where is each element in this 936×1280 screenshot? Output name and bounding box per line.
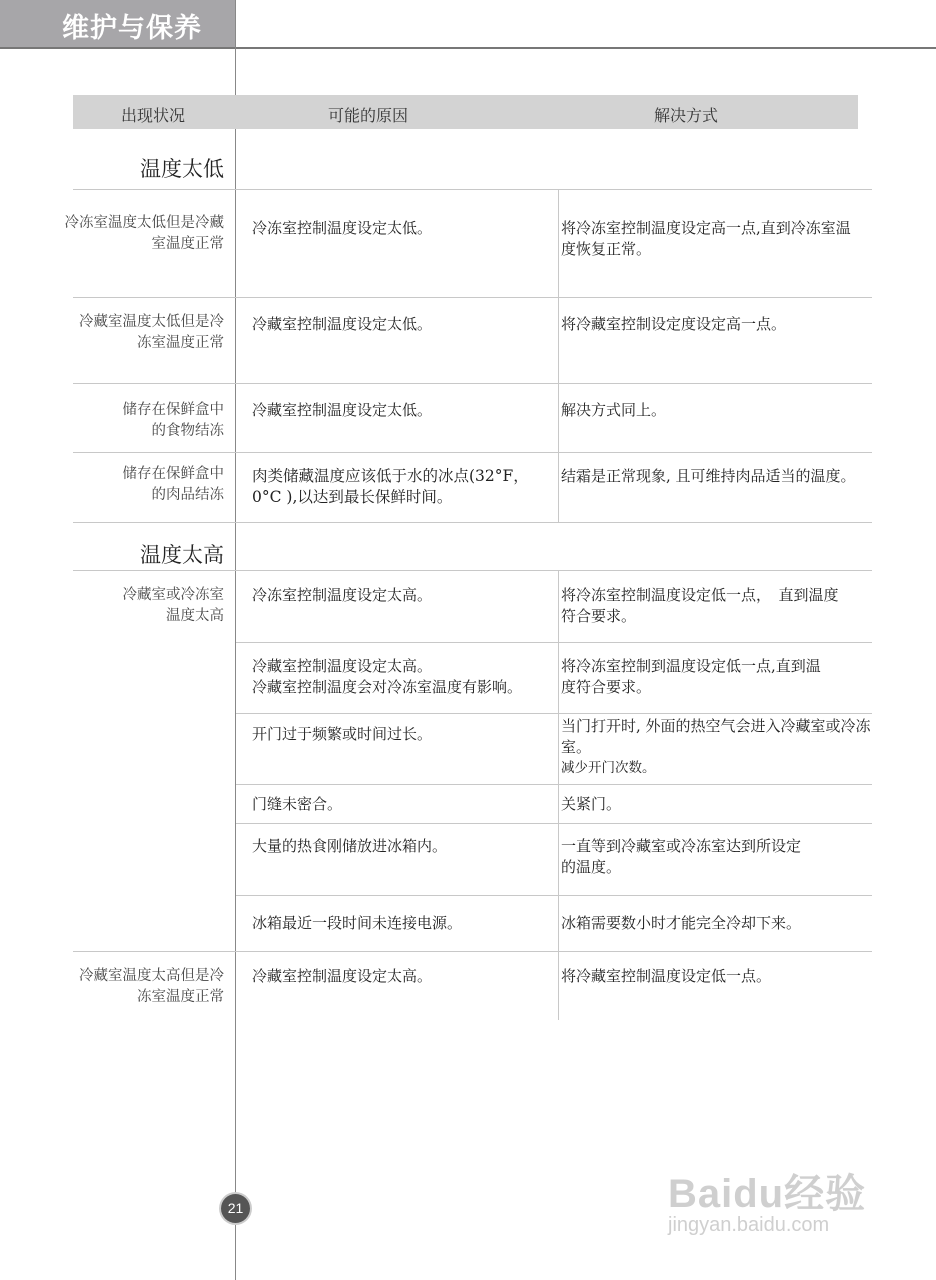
cause-cell: 冷冻室控制温度设定太高。 <box>252 586 433 604</box>
solution-cell: 解决方式同上。 <box>561 401 667 419</box>
solution-cell: 将冷藏室控制设定度设定高一点。 <box>561 315 787 333</box>
solution-cell: 将冷藏室控制温度设定低一点。 <box>561 967 772 985</box>
symptom-cell: 冷藏室或冷冻室温度太高 <box>122 587 224 624</box>
solution-cell: 关紧门。 <box>561 795 622 813</box>
cause-cell: 冷藏室控制温度设定太高。 <box>252 967 433 985</box>
header-divider <box>0 47 936 49</box>
cause-cell <box>252 656 557 698</box>
page-number: 21 <box>221 1194 250 1223</box>
symptom-cell: 冷冻室温度太低但是冷藏室温度正常 <box>64 215 224 252</box>
row-divider <box>236 823 872 824</box>
solution-cell: 将冷冻室控制温度设定高一点,直到冷冻室温度恢复正常。 <box>561 219 851 258</box>
solution-cell <box>561 716 871 779</box>
row-divider <box>236 713 872 714</box>
row-divider <box>236 784 872 785</box>
header-solution: 解决方式 <box>654 108 719 125</box>
row-divider <box>73 951 872 952</box>
column-divider <box>558 189 559 522</box>
symptom-cell: 储存在保鲜盒中的肉品结冻 <box>122 466 224 503</box>
section-heading: 温度太低 <box>140 158 224 181</box>
solution-cell: 一直等到冷藏室或冷冻室达到所设定的温度。 <box>561 837 802 876</box>
cause-line: 冷藏室控制温度设定太高。 <box>252 657 433 675</box>
row-divider <box>73 297 872 298</box>
solution-cell: 冰箱需要数小时才能完全冷却下来。 <box>561 914 802 932</box>
row-divider <box>236 642 872 643</box>
cause-cell: 冷藏室控制温度设定太低。 <box>252 315 433 333</box>
row-divider <box>236 895 872 896</box>
cause-cell: 冰箱最近一段时间未连接电源。 <box>252 914 463 932</box>
symptom-cell: 储存在保鲜盒中的食物结冻 <box>122 402 224 439</box>
symptom-cell: 冷藏室温度太低但是冷冻室温度正常 <box>79 314 224 351</box>
solution-line: 当门打开时, 外面的热空气会进入冷藏室或冷冻室。 <box>561 717 871 756</box>
section-heading: 温度太高 <box>140 544 224 567</box>
row-divider <box>73 570 872 571</box>
solution-cell: 将冷冻室控制到温度设定低一点,直到温度符合要求。 <box>561 657 821 696</box>
cause-line: 冷藏室控制温度会对冷冻室温度有影响。 <box>252 678 523 696</box>
table-header <box>73 95 858 129</box>
row-divider <box>73 383 872 384</box>
watermark-url: jingyan.baidu.com <box>668 1214 830 1236</box>
cause-cell: 门缝未密合。 <box>252 795 343 813</box>
solution-cell: 将冷冻室控制温度设定低一点， 直到温度符合要求。 <box>561 586 839 625</box>
solution-line: 减少开门次数。 <box>561 760 656 776</box>
cause-cell: 大量的热食刚储放进冰箱内。 <box>252 837 448 855</box>
page-section-title: 维护与保养 <box>62 13 202 43</box>
header-cause: 可能的原因 <box>328 108 409 125</box>
cause-cell: 开门过于频繁或时间过长。 <box>252 725 433 743</box>
watermark-logo: Baidu经验 <box>668 1172 867 1216</box>
header-symptom: 出现状况 <box>121 108 186 125</box>
symptom-cell: 冷藏室温度太高但是冷冻室温度正常 <box>79 968 224 1005</box>
column-divider <box>558 570 559 1020</box>
cause-cell: 肉类储藏温度应该低于水的冰点(32°F，0°C ),以达到最长保鲜时间。 <box>252 467 529 506</box>
solution-cell: 结霜是正常现象, 且可维持肉品适当的温度。 <box>561 467 856 485</box>
cause-cell: 冷冻室控制温度设定太低。 <box>252 219 433 237</box>
row-divider <box>73 189 872 190</box>
row-divider <box>73 522 872 523</box>
row-divider <box>73 452 872 453</box>
cause-cell: 冷藏室控制温度设定太低。 <box>252 401 433 419</box>
margin-line <box>235 0 236 1280</box>
